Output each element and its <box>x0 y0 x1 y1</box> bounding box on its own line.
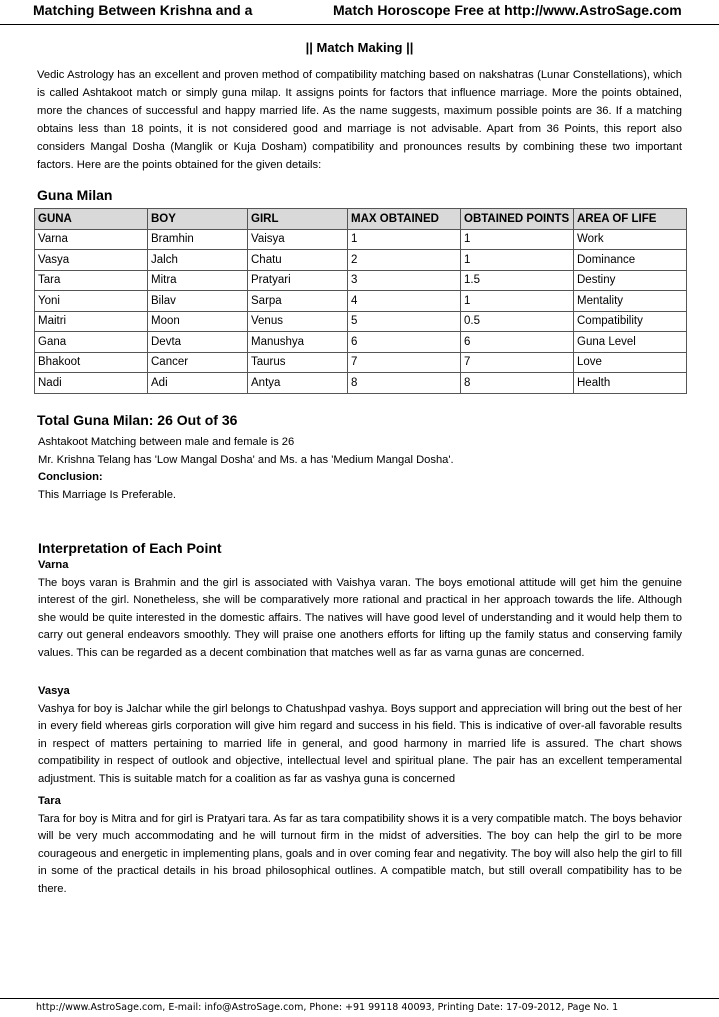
table-cell: Yoni <box>35 291 148 312</box>
table-cell: Bramhin <box>148 229 248 250</box>
table-cell: Health <box>574 373 687 394</box>
table-cell: Work <box>574 229 687 250</box>
table-cell: Bilav <box>148 291 248 312</box>
column-header: GUNA <box>35 209 148 230</box>
table-cell: Vaisya <box>248 229 348 250</box>
mangal-dosha-result: Mr. Krishna Telang has 'Low Mangal Dosha' and Ms. a has 'Medium Mangal Dosha'. <box>38 453 454 466</box>
column-header: GIRL <box>248 209 348 230</box>
table-row <box>35 291 687 312</box>
table-row <box>35 311 687 332</box>
table-cell: 1 <box>461 229 574 250</box>
page-header <box>0 0 719 24</box>
table-header-row <box>35 209 687 230</box>
table-cell: Vasya <box>35 250 148 271</box>
tara-section <box>38 793 682 899</box>
table-cell: 7 <box>461 352 574 373</box>
guna-milan-table <box>34 208 687 394</box>
column-header: OBTAINED POINTS <box>461 209 574 230</box>
table-cell: Mentality <box>574 291 687 312</box>
table-row <box>35 229 687 250</box>
vasya-title: Vasya <box>38 685 70 697</box>
table-cell: Destiny <box>574 270 687 291</box>
table-row <box>35 352 687 373</box>
header-match-title: Matching Between Krishna and a <box>33 2 253 18</box>
varna-title: Varna <box>38 559 69 571</box>
intro-paragraph: Vedic Astrology has an excellent and proven method of compatibility matching based on nakshatras (Lunar Constellations), which is called Ashtakoot match or simply guna milap. It assigns points for factors that influence marriage. More the points obtained, more the chances of successful and happy married life. As the name suggests, maximum possible points are 36. If a matching obtains less than 18 points, it is not considered good and marriage is not advisable. Apart from 36 Points, this report also considers Mangal Dosha (Manglik or Kuja Dosham) compatibility and pronounces results by combining these two important factors. Here are the points obtained for the given details: <box>37 69 682 171</box>
table-cell: Chatu <box>248 250 348 271</box>
table-cell: Pratyari <box>248 270 348 291</box>
table-cell: 7 <box>348 352 461 373</box>
table-cell: 4 <box>348 291 461 312</box>
column-header: BOY <box>148 209 248 230</box>
table-cell: Compatibility <box>574 311 687 332</box>
table-cell: Bhakoot <box>35 352 148 373</box>
tara-title: Tara <box>38 795 61 807</box>
table-cell: Love <box>574 352 687 373</box>
table-cell: Manushya <box>248 332 348 353</box>
table-cell: 3 <box>348 270 461 291</box>
page-title: || Match Making || <box>305 40 414 55</box>
table-cell: Moon <box>148 311 248 332</box>
table-cell: Cancer <box>148 352 248 373</box>
varna-section <box>38 557 682 663</box>
table-cell: 0.5 <box>461 311 574 332</box>
table-cell: Mitra <box>148 270 248 291</box>
table-cell: 8 <box>348 373 461 394</box>
total-guna-heading: Total Guna Milan: 26 Out of 36 <box>37 412 238 428</box>
footer-divider <box>0 998 719 999</box>
table-cell: Dominance <box>574 250 687 271</box>
table-cell: Sarpa <box>248 291 348 312</box>
table-cell: Tara <box>35 270 148 291</box>
conclusion-text: This Marriage Is Preferable. <box>38 488 177 501</box>
table-cell: Varna <box>35 229 148 250</box>
table-cell: 8 <box>461 373 574 394</box>
table-cell: 1 <box>461 250 574 271</box>
table-row <box>35 250 687 271</box>
table-cell: Nadi <box>35 373 148 394</box>
match-summary <box>38 434 454 504</box>
table-row <box>35 332 687 353</box>
table-row <box>35 270 687 291</box>
table-cell: 6 <box>461 332 574 353</box>
table-cell: 6 <box>348 332 461 353</box>
table-row <box>35 373 687 394</box>
column-header: AREA OF LIFE <box>574 209 687 230</box>
table-cell: Jalch <box>148 250 248 271</box>
table-cell: 1 <box>348 229 461 250</box>
vasya-section <box>38 683 682 789</box>
table-cell: 5 <box>348 311 461 332</box>
header-divider <box>0 24 719 25</box>
table-cell: Gana <box>35 332 148 353</box>
ashtakoot-result: Ashtakoot Matching between male and female is 26 <box>38 436 295 448</box>
column-header: MAX OBTAINED <box>348 209 461 230</box>
conclusion-label: Conclusion: <box>38 471 103 483</box>
page-footer: http://www.AstroSage.com, E-mail: info@AstroSage.com, Phone: +91 99118 40093, Printing Date: 17-09-2012, Page No. 1 <box>36 1002 619 1013</box>
table-cell: Adi <box>148 373 248 394</box>
table-cell: Devta <box>148 332 248 353</box>
table-cell: Venus <box>248 311 348 332</box>
guna-milan-heading: Guna Milan <box>37 187 113 203</box>
table-cell: 1.5 <box>461 270 574 291</box>
vasya-text: Vashya for boy is Jalchar while the girl belongs to Chatushpad vashya. Boys support and appreciation will bring out the best of her in every field whereas girls corporation will give him regard and success in his field. This is indicative of over-all favorable results in respect of matters pertaining to married life in general, and good harmony in married life is assured. The chart shows compatibility in respect of outlook and objective, intellectual level and spiritual plane. The pair has an excellent temperamental adjustment. This is suitable match for a coalition as far as vashya guna is concerned <box>38 702 682 786</box>
table-cell: Antya <box>248 373 348 394</box>
table-cell: Taurus <box>248 352 348 373</box>
interpretation-heading: Interpretation of Each Point <box>38 540 222 556</box>
table-cell: Guna Level <box>574 332 687 353</box>
table-cell: Maitri <box>35 311 148 332</box>
varna-text: The boys varan is Brahmin and the girl is associated with Vaishya varan. The boys emotional attitude will get him the genuine interest of the girl. Nonetheless, she will be comparatively more rational and practical in her approach towards the life. Although she would be quite interested in the domestic affairs. The natives will have good level of understanding and it would help them to carry out general endeavors smoothly. They will praise one anothers efforts for lifting up the family status and conserving family values. This can be regarded as a decent combination that matches well as far as varna gunas are concerned. <box>38 576 682 660</box>
table-cell: 1 <box>461 291 574 312</box>
table-cell: 2 <box>348 250 461 271</box>
tara-text: Tara for boy is Mitra and for girl is Pratyari tara. As far as tara compatibility shows it is a very compatible match. The boys behavior will be very much accommodating and he will turnout firm in the midst of adversities. The boy can help the girl to be more courageous and energetic in implementing plans, goals and in over coming fear and negativity. The boy will also help the girl to fill in some of the practical details in his broad philosophical outlines. A compatible match, but still overall compatibility has to be there. <box>38 812 682 896</box>
header-site-title: Match Horoscope Free at http://www.AstroSage.com <box>333 2 682 18</box>
